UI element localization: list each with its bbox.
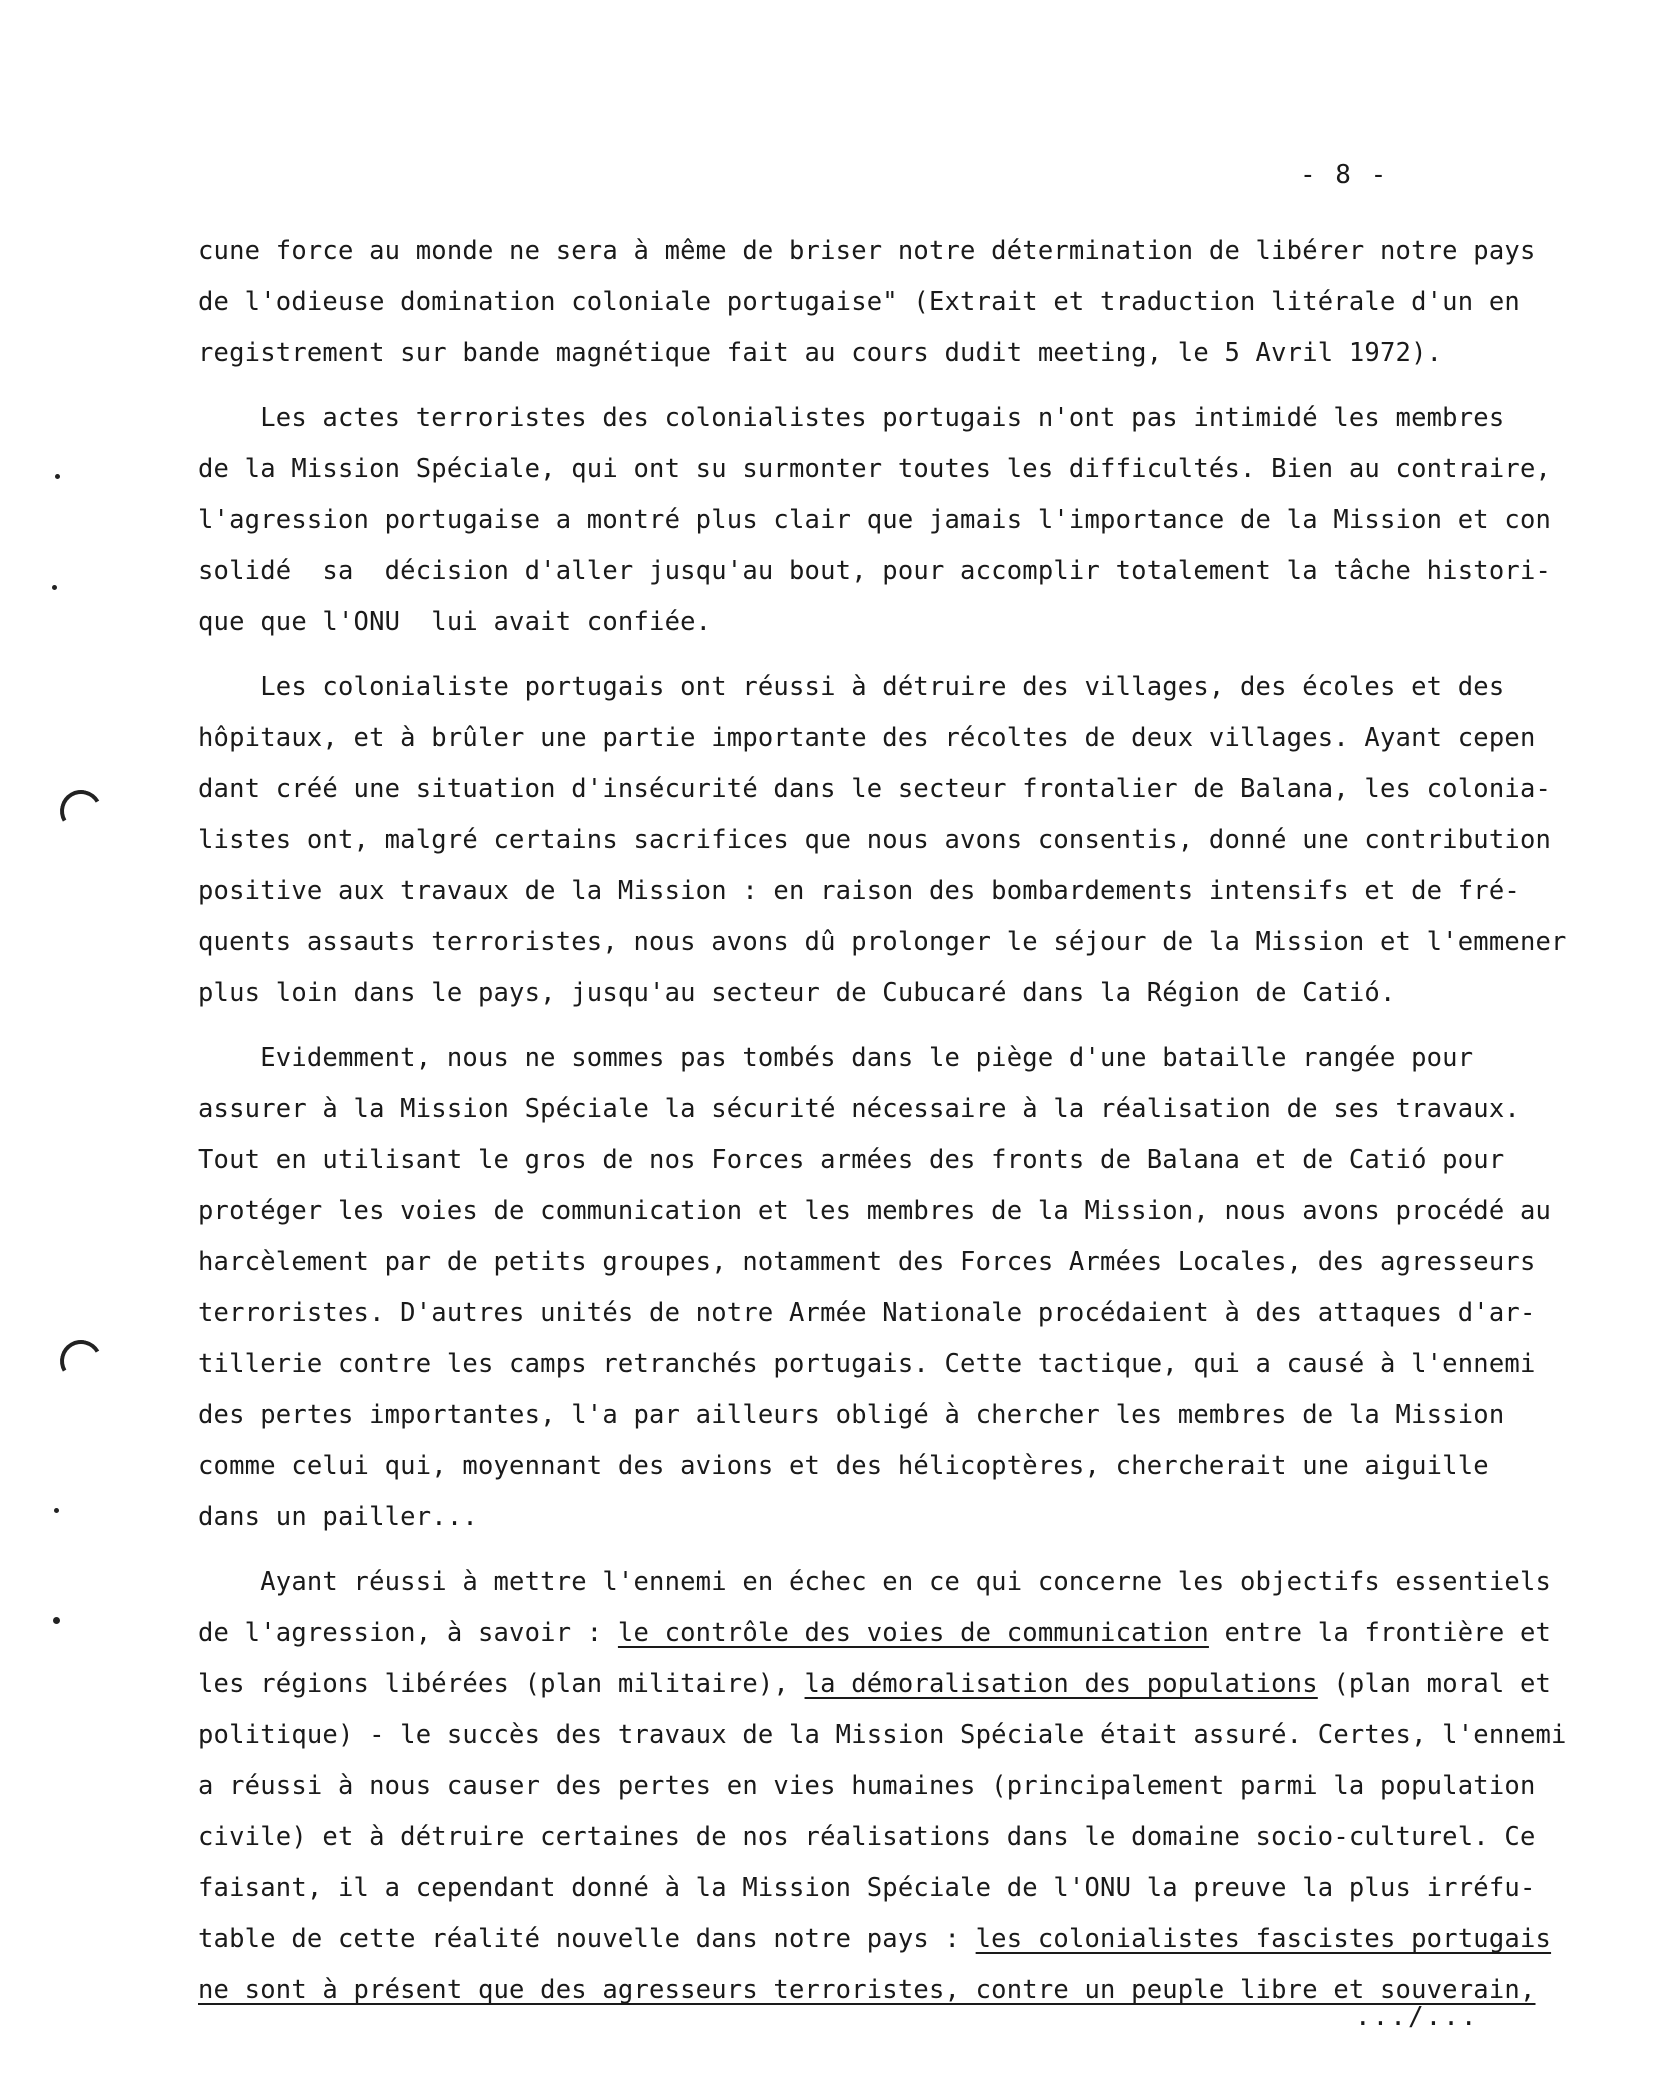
text-line: des pertes importantes, l'a par ailleurs obligé à chercher les membres de la Mission	[198, 1400, 1505, 1430]
paragraph	[198, 1033, 1598, 1543]
text-line: l'agression portugaise a montré plus clair que jamais l'importance de la Mission et con	[198, 505, 1552, 535]
underlined-phrase: ne sont à présent que des agresseurs terroristes, contre un peuple libre et souverain,	[198, 1975, 1536, 2005]
paragraph	[198, 1557, 1598, 2016]
text-line: positive aux travaux de la Mission : en raison des bombardements intensifs et de fré-	[198, 876, 1520, 906]
text-fragment: table de cette réalité nouvelle dans notre pays :	[198, 1924, 976, 1954]
text-line: registrement sur bande magnétique fait au cours dudit meeting, le 5 Avril 1972).	[198, 338, 1443, 368]
underlined-phrase: la démoralisation des populations	[804, 1669, 1318, 1699]
text-line: cune force au monde ne sera à même de briser notre détermination de libérer notre pays	[198, 236, 1536, 266]
text-line: protéger les voies de communication et les membres de la Mission, nous avons procédé au	[198, 1196, 1552, 1226]
text-line	[198, 1914, 1598, 1965]
text-fragment: les régions libérées (plan militaire),	[198, 1669, 805, 1699]
text-line: Evidemment, nous ne sommes pas tombés dans le piège d'une bataille rangée pour	[198, 1043, 1474, 1073]
paragraph	[198, 226, 1598, 379]
text-line: comme celui qui, moyennant des avions et des hélicoptères, chercherait une aiguille	[198, 1451, 1489, 1481]
text-line: plus loin dans le pays, jusqu'au secteur de Cubucaré dans la Région de Catió.	[198, 978, 1396, 1008]
paragraph	[198, 662, 1598, 1019]
text-line: Les colonialiste portugais ont réussi à détruire des villages, des écoles et des	[198, 672, 1505, 702]
text-line: harcèlement par de petits groupes, notamment des Forces Armées Locales, des agresseurs	[198, 1247, 1536, 1277]
margin-speck	[52, 585, 57, 590]
punch-hole-mark	[55, 785, 106, 836]
page-number: - 8 -	[1300, 160, 1389, 190]
letter-body	[198, 226, 1598, 2016]
text-line: assurer à la Mission Spéciale la sécurité nécessaire à la réalisation de ses travaux.	[198, 1094, 1520, 1124]
text-line: Tout en utilisant le gros de nos Forces armées des fronts de Balana et de Catió pour	[198, 1145, 1505, 1175]
text-line: de la Mission Spéciale, qui ont su surmonter toutes les difficultés. Bien au contraire,	[198, 454, 1552, 484]
text-line: dant créé une situation d'insécurité dans le secteur frontalier de Balana, les colonia-	[198, 774, 1552, 804]
text-line: quents assauts terroristes, nous avons dû prolonger le séjour de la Mission et l'emmener	[198, 927, 1567, 957]
text-line: de l'odieuse domination coloniale portugaise" (Extrait et traduction litérale d'un en	[198, 287, 1520, 317]
text-fragment: (plan moral et	[1317, 1669, 1552, 1699]
text-fragment: de l'agression, à savoir :	[198, 1618, 618, 1648]
text-fragment: entre la frontière et	[1208, 1618, 1552, 1648]
margin-speck	[54, 1508, 59, 1513]
underlined-phrase: les colonialistes fascistes portugais	[975, 1924, 1552, 1954]
paragraph	[198, 393, 1598, 648]
text-line: faisant, il a cependant donné à la Mission Spéciale de l'ONU la preuve la plus irréfu-	[198, 1873, 1536, 1903]
text-line: Les actes terroristes des colonialistes portugais n'ont pas intimidé les membres	[198, 403, 1505, 433]
text-line	[198, 1659, 1598, 1710]
punch-hole-mark	[55, 1335, 106, 1386]
margin-speck	[53, 1617, 60, 1624]
text-line: politique) - le succès des travaux de la Mission Spéciale était assuré. Certes, l'ennemi	[198, 1720, 1567, 1750]
text-line: civile) et à détruire certaines de nos réalisations dans le domaine socio-culturel. Ce	[198, 1822, 1536, 1852]
text-line: que que l'ONU lui avait confiée.	[198, 607, 712, 637]
text-line: solidé sa décision d'aller jusqu'au bout, pour accomplir totalement la tâche histori-	[198, 556, 1552, 586]
text-line	[198, 1608, 1598, 1659]
text-line: terroristes. D'autres unités de notre Armée Nationale procédaient à des attaques d'ar-	[198, 1298, 1536, 1328]
margin-speck	[55, 474, 60, 479]
text-line: Ayant réussi à mettre l'ennemi en échec en ce qui concerne les objectifs essentiels	[198, 1567, 1552, 1597]
underlined-phrase: le contrôle des voies de communication	[617, 1618, 1209, 1648]
text-line: listes ont, malgré certains sacrifices que nous avons consentis, donné une contribution	[198, 825, 1552, 855]
continuation-mark: .../...	[1355, 2002, 1479, 2032]
text-line: a réussi à nous causer des pertes en vies humaines (principalement parmi la population	[198, 1771, 1536, 1801]
text-line: dans un pailler...	[198, 1502, 478, 1532]
text-line: hôpitaux, et à brûler une partie importante des récoltes de deux villages. Ayant cepen	[198, 723, 1536, 753]
text-line: tillerie contre les camps retranchés portugais. Cette tactique, qui a causé à l'ennemi	[198, 1349, 1536, 1379]
